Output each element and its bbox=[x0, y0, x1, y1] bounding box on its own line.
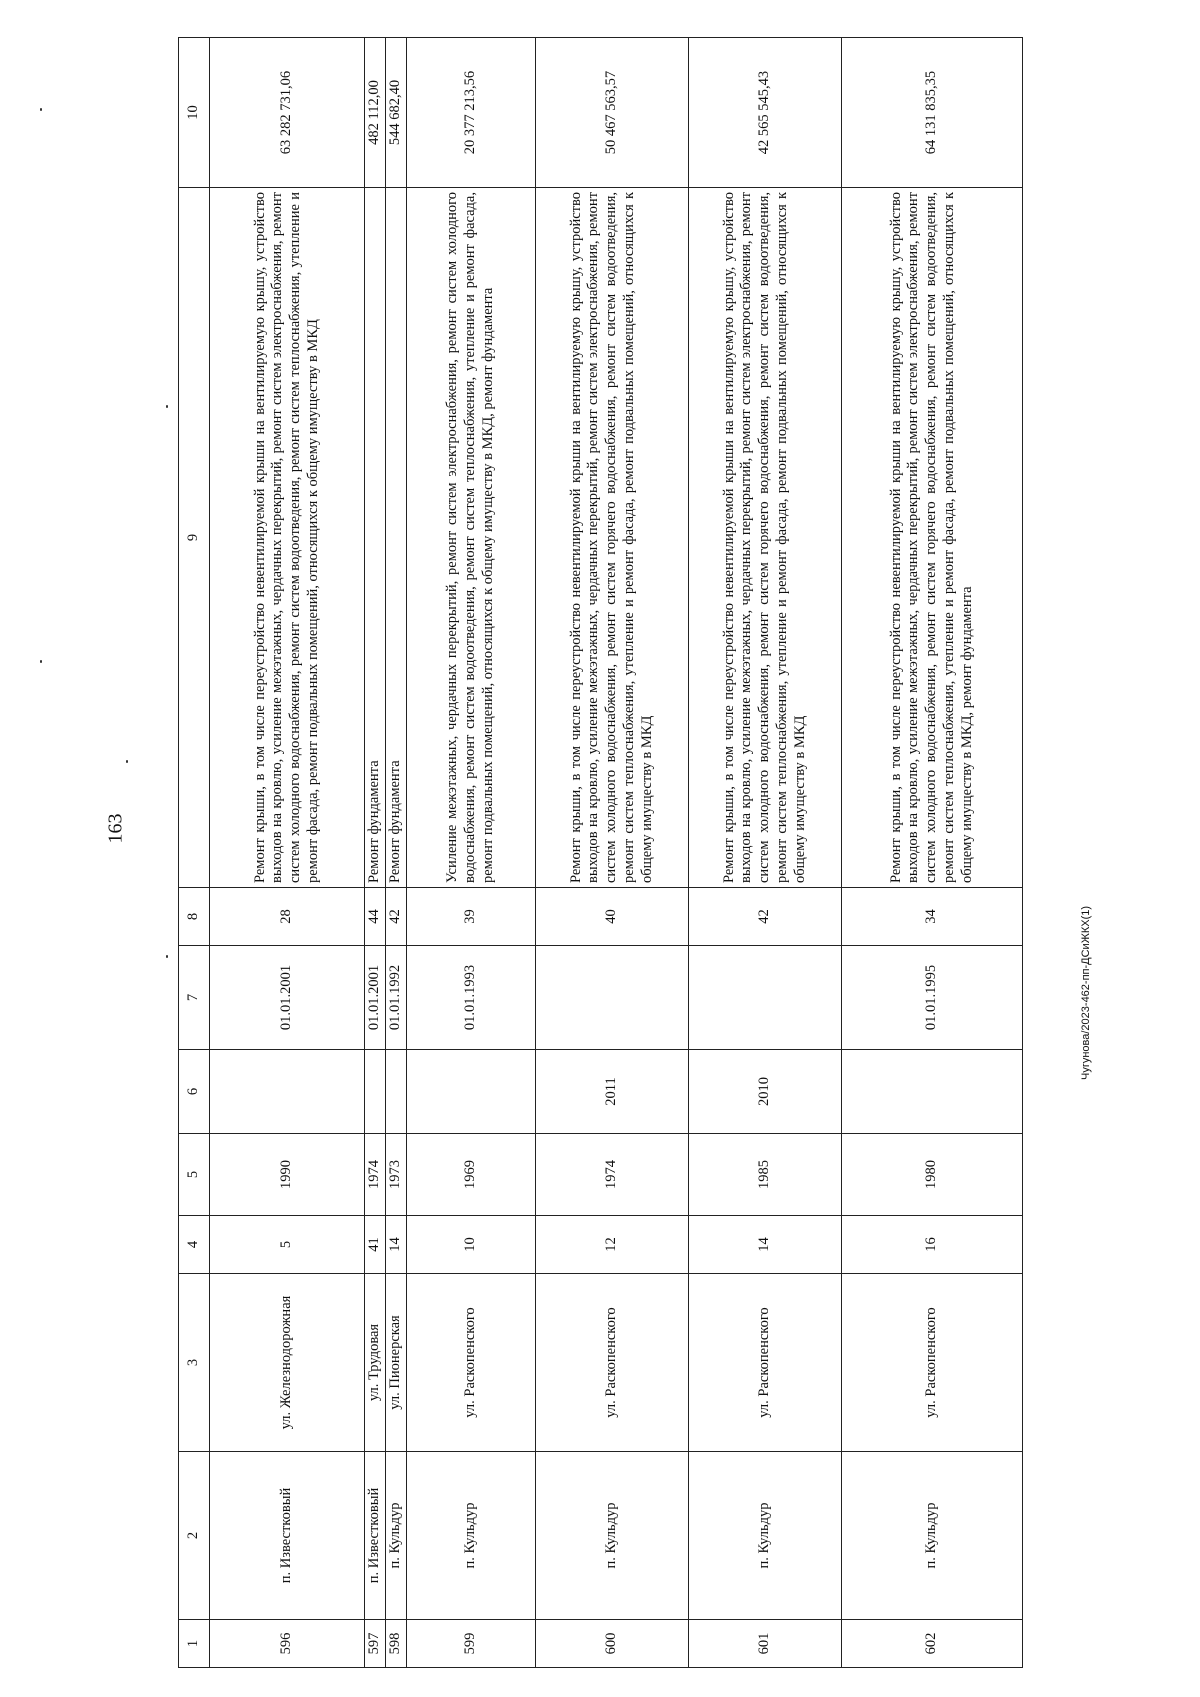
column-number: 5 bbox=[179, 1134, 210, 1216]
street-cell: ул. Раскопенского bbox=[536, 1274, 689, 1452]
year-built-cell: 1973 bbox=[386, 1134, 407, 1216]
settlement-cell: п. Известковый bbox=[365, 1452, 386, 1620]
table-row bbox=[842, 38, 1023, 1668]
cost-cell: 482 112,00 bbox=[365, 38, 386, 188]
settlement-cell: п. Кульдур bbox=[407, 1452, 536, 1620]
table-row bbox=[210, 38, 365, 1668]
table-row bbox=[536, 38, 689, 1668]
row-number: 601 bbox=[689, 1620, 842, 1668]
row-number: 602 bbox=[842, 1620, 1023, 1668]
column-8-cell: 42 bbox=[689, 888, 842, 946]
column-8-cell: 40 bbox=[536, 888, 689, 946]
year-built-cell: 1974 bbox=[365, 1134, 386, 1216]
date-cell: 01.01.1992 bbox=[386, 946, 407, 1050]
year-built-cell: 1974 bbox=[536, 1134, 689, 1216]
scan-speck bbox=[166, 405, 168, 408]
table-row bbox=[365, 38, 386, 1668]
year-built-cell: 1969 bbox=[407, 1134, 536, 1216]
column-number: 10 bbox=[179, 38, 210, 188]
column-number-row bbox=[179, 38, 210, 1668]
column-number: 6 bbox=[179, 1050, 210, 1134]
cost-cell: 544 682,40 bbox=[386, 38, 407, 188]
column-8-cell: 44 bbox=[365, 888, 386, 946]
row-number: 600 bbox=[536, 1620, 689, 1668]
scan-speck bbox=[126, 760, 128, 763]
year-built-cell: 1985 bbox=[689, 1134, 842, 1216]
settlement-cell: п. Известковый bbox=[210, 1452, 365, 1620]
column-8-cell: 28 bbox=[210, 888, 365, 946]
column-6-cell bbox=[407, 1050, 536, 1134]
column-number: 9 bbox=[179, 188, 210, 888]
table-row bbox=[689, 38, 842, 1668]
house-number-cell: 41 bbox=[365, 1216, 386, 1274]
street-cell: ул. Раскопенского bbox=[407, 1274, 536, 1452]
works-cell: Ремонт крыши, в том числе переустройство невентилируемой крыши на вентилируемую крышу, устройство выходов на кровлю, усиление межэтажных, чердачных перекрытий, ремонт систем электроснабжения, ремонт систем холодного водоснабжения, ремонт систем горячего водоснабжения, ремонт систем водоотведения, ремонт систем теплоснабжения, утепление и ремонт фасада, ремонт подвальных помещений, относящихся к общему имуществу в МКД, ремонт фундамента bbox=[842, 188, 1023, 888]
cost-cell: 64 131 835,35 bbox=[842, 38, 1023, 188]
row-number: 599 bbox=[407, 1620, 536, 1668]
column-number: 8 bbox=[179, 888, 210, 946]
house-number-cell: 14 bbox=[386, 1216, 407, 1274]
street-cell: ул. Раскопенского bbox=[842, 1274, 1023, 1452]
year-built-cell: 1990 bbox=[210, 1134, 365, 1216]
scan-speck bbox=[40, 660, 42, 663]
date-cell: 01.01.1993 bbox=[407, 946, 536, 1050]
settlement-cell: п. Кульдур bbox=[386, 1452, 407, 1620]
column-number: 4 bbox=[179, 1216, 210, 1274]
column-8-cell: 42 bbox=[386, 888, 407, 946]
row-number: 596 bbox=[210, 1620, 365, 1668]
street-cell: ул. Раскопенского bbox=[689, 1274, 842, 1452]
column-number: 1 bbox=[179, 1620, 210, 1668]
cost-cell: 20 377 213,56 bbox=[407, 38, 536, 188]
date-cell: 01.01.1995 bbox=[842, 946, 1023, 1050]
house-number-cell: 16 bbox=[842, 1216, 1023, 1274]
column-number: 2 bbox=[179, 1452, 210, 1620]
column-8-cell: 34 bbox=[842, 888, 1023, 946]
cost-cell: 50 467 563,57 bbox=[536, 38, 689, 188]
settlement-cell: п. Кульдур bbox=[842, 1452, 1023, 1620]
settlement-cell: п. Кульдур bbox=[536, 1452, 689, 1620]
works-cell: Ремонт крыши, в том числе переустройство невентилируемой крыши на вентилируемую крышу, устройство выходов на кровлю, усиление межэтажных, чердачных перекрытий, ремонт систем электроснабжения, ремонт систем холодного водоснабжения, ремонт систем горячего водоснабжения, ремонт систем водоотведения, ремонт систем теплоснабжения, утепление и ремонт фасада, ремонт подвальных помещений, относящихся к общему имуществу в МКД bbox=[536, 188, 689, 888]
house-number-cell: 10 bbox=[407, 1216, 536, 1274]
house-number-cell: 5 bbox=[210, 1216, 365, 1274]
column-6-cell bbox=[365, 1050, 386, 1134]
works-cell: Ремонт фундамента bbox=[365, 188, 386, 888]
column-8-cell: 39 bbox=[407, 888, 536, 946]
column-number: 7 bbox=[179, 946, 210, 1050]
table-row bbox=[407, 38, 536, 1668]
date-cell: 01.01.2001 bbox=[365, 946, 386, 1050]
settlement-cell: п. Кульдур bbox=[689, 1452, 842, 1620]
column-6-cell bbox=[842, 1050, 1023, 1134]
works-cell: Ремонт крыши, в том числе переустройство невентилируемой крыши на вентилируемую крышу, устройство выходов на кровлю, усиление межэтажных, чердачных перекрытий, ремонт систем электроснабжения, ремонт систем холодного водоснабжения, ремонт систем водоотведения, ремонт систем теплоснабжения, утепление и ремонт фасада, ремонт подвальных помещений, относящихся к общему имуществу в МКД bbox=[210, 188, 365, 888]
works-cell: Ремонт фундамента bbox=[386, 188, 407, 888]
year-built-cell: 1980 bbox=[842, 1134, 1023, 1216]
cost-cell: 42 565 545,43 bbox=[689, 38, 842, 188]
street-cell: ул. Трудовая bbox=[365, 1274, 386, 1452]
house-number-cell: 14 bbox=[689, 1216, 842, 1274]
street-cell: ул. Железнодорожная bbox=[210, 1274, 365, 1452]
column-6-cell: 2010 bbox=[689, 1050, 842, 1134]
date-cell bbox=[689, 946, 842, 1050]
scan-speck bbox=[166, 955, 168, 958]
row-number: 597 bbox=[365, 1620, 386, 1668]
works-cell: Ремонт крыши, в том числе переустройство невентилируемой крыши на вентилируемую крышу, устройство выходов на кровлю, усиление межэтажных, чердачных перекрытий, ремонт систем электроснабжения, ремонт систем холодного водоснабжения, ремонт систем горячего водоснабжения, ремонт систем водоотведения, ремонт систем теплоснабжения, утепление и ремонт фасада, ремонт подвальных помещений, относящихся к общему имуществу в МКД bbox=[689, 188, 842, 888]
column-6-cell: 2011 bbox=[536, 1050, 689, 1134]
date-cell: 01.01.2001 bbox=[210, 946, 365, 1050]
rotated-table-container bbox=[178, 38, 1078, 1668]
house-number-cell: 12 bbox=[536, 1216, 689, 1274]
works-cell: Усиление межэтажных, чердачных перекрытий, ремонт систем электроснабжения, ремонт систем холодного водоснабжения, ремонт систем водоотведения, ремонт систем теплоснабжения, утепление и ремонт фасада, ремонт подвальных помещений, относящихся к общему имуществу в МКД, ремонт фундамента bbox=[407, 188, 536, 888]
page-number: 163 bbox=[104, 813, 127, 844]
date-cell bbox=[536, 946, 689, 1050]
column-number: 3 bbox=[179, 1274, 210, 1452]
row-number: 598 bbox=[386, 1620, 407, 1668]
column-6-cell bbox=[386, 1050, 407, 1134]
document-code: Чугунова/2023-462-пп-ДСиЖКХ(1) bbox=[1080, 905, 1092, 1080]
house-registry-table bbox=[178, 37, 1023, 1668]
cost-cell: 63 282 731,06 bbox=[210, 38, 365, 188]
table-row bbox=[386, 38, 407, 1668]
column-6-cell bbox=[210, 1050, 365, 1134]
scan-speck bbox=[40, 108, 42, 111]
street-cell: ул. Пионерская bbox=[386, 1274, 407, 1452]
